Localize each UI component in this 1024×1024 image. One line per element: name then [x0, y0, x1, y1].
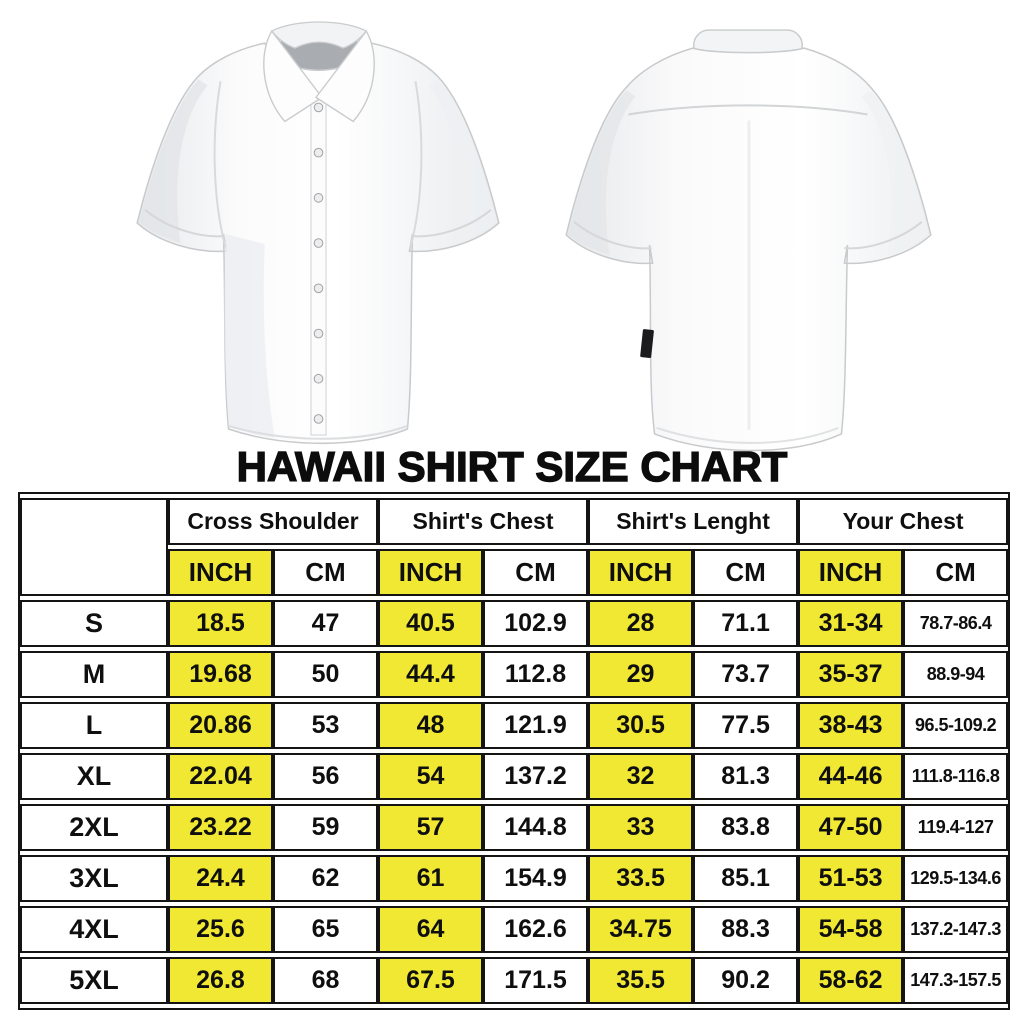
table-cell: 35-37	[798, 651, 903, 698]
table-cell: 48	[378, 702, 483, 749]
unit-header-cm: CM	[693, 549, 798, 596]
table-cell: 147.3-157.5	[903, 957, 1008, 1004]
shirt-front-image	[112, 2, 524, 446]
table-cell: 85.1	[693, 855, 798, 902]
table-cell: 38-43	[798, 702, 903, 749]
table-cell: 33.5	[588, 855, 693, 902]
table-cell: 121.9	[483, 702, 588, 749]
shirt-back-image	[540, 14, 956, 456]
table-cell: 68	[273, 957, 378, 1004]
table-cell: 129.5-134.6	[903, 855, 1008, 902]
table-cell: 29	[588, 651, 693, 698]
table-cell: 59	[273, 804, 378, 851]
table-cell: 51-53	[798, 855, 903, 902]
table-row-3xl	[20, 855, 1008, 902]
chart-title: HAWAII SHIRT SIZE CHART	[236, 443, 788, 490]
table-cell: 30.5	[588, 702, 693, 749]
table-cell: 144.8	[483, 804, 588, 851]
unit-header-cm: CM	[483, 549, 588, 596]
table-cell: 31-34	[798, 600, 903, 647]
table-cell: 96.5-109.2	[903, 702, 1008, 749]
table-cell: 61	[378, 855, 483, 902]
size-label: M	[20, 651, 168, 698]
unit-header-row	[20, 549, 1008, 596]
table-cell: 35.5	[588, 957, 693, 1004]
size-label: 4XL	[20, 906, 168, 953]
table-cell: 54-58	[798, 906, 903, 953]
size-chart-table	[18, 492, 1010, 1010]
table-cell: 44-46	[798, 753, 903, 800]
table-cell: 28	[588, 600, 693, 647]
button-placket	[311, 95, 326, 435]
unit-header-cm: CM	[273, 549, 378, 596]
table-cell: 65	[273, 906, 378, 953]
table-cell: 137.2	[483, 753, 588, 800]
table-row-m	[20, 651, 1008, 698]
product-photo-area	[0, 0, 1024, 446]
table-cell: 24.4	[168, 855, 273, 902]
group-header-shirts-chest: Shirt's Chest	[378, 498, 588, 545]
unit-header-inch: INCH	[168, 549, 273, 596]
table-cell: 22.04	[168, 753, 273, 800]
table-cell: 83.8	[693, 804, 798, 851]
size-label: XL	[20, 753, 168, 800]
table-cell: 50	[273, 651, 378, 698]
table-cell: 56	[273, 753, 378, 800]
table-row-l	[20, 702, 1008, 749]
group-header-row	[20, 498, 1008, 545]
table-cell: 78.7-86.4	[903, 600, 1008, 647]
unit-header-inch: INCH	[378, 549, 483, 596]
group-header-your-chest: Your Chest	[798, 498, 1008, 545]
table-cell: 154.9	[483, 855, 588, 902]
table-row-4xl	[20, 906, 1008, 953]
table-cell: 67.5	[378, 957, 483, 1004]
table-cell: 137.2-147.3	[903, 906, 1008, 953]
table-cell: 19.68	[168, 651, 273, 698]
table-cell: 34.75	[588, 906, 693, 953]
corner-cell	[20, 498, 168, 596]
table-cell: 81.3	[693, 753, 798, 800]
table-cell: 57	[378, 804, 483, 851]
size-label: 3XL	[20, 855, 168, 902]
table-cell: 47-50	[798, 804, 903, 851]
size-label: S	[20, 600, 168, 647]
table-cell: 54	[378, 753, 483, 800]
table-cell: 23.22	[168, 804, 273, 851]
table-cell: 47	[273, 600, 378, 647]
table-cell: 25.6	[168, 906, 273, 953]
table-cell: 171.5	[483, 957, 588, 1004]
unit-header-inch: INCH	[588, 549, 693, 596]
table-cell: 111.8-116.8	[903, 753, 1008, 800]
table-cell: 32	[588, 753, 693, 800]
table-row-xl	[20, 753, 1008, 800]
table-cell: 162.6	[483, 906, 588, 953]
table-cell: 40.5	[378, 600, 483, 647]
table-cell: 112.8	[483, 651, 588, 698]
table-row-2xl	[20, 804, 1008, 851]
table-cell: 44.4	[378, 651, 483, 698]
size-label: 5XL	[20, 957, 168, 1004]
table-row-5xl	[20, 957, 1008, 1004]
table-cell: 73.7	[693, 651, 798, 698]
table-cell: 71.1	[693, 600, 798, 647]
group-header-shirts-lenght: Shirt's Lenght	[588, 498, 798, 545]
size-label: L	[20, 702, 168, 749]
size-label: 2XL	[20, 804, 168, 851]
table-cell: 33	[588, 804, 693, 851]
table-cell: 53	[273, 702, 378, 749]
unit-header-inch: INCH	[798, 549, 903, 596]
table-cell: 119.4-127	[903, 804, 1008, 851]
table-cell: 20.86	[168, 702, 273, 749]
table-cell: 77.5	[693, 702, 798, 749]
table-cell: 26.8	[168, 957, 273, 1004]
unit-header-cm: CM	[903, 549, 1008, 596]
table-cell: 90.2	[693, 957, 798, 1004]
table-cell: 88.3	[693, 906, 798, 953]
table-cell: 58-62	[798, 957, 903, 1004]
table-cell: 88.9-94	[903, 651, 1008, 698]
table-row-s	[20, 600, 1008, 647]
table-cell: 64	[378, 906, 483, 953]
table-cell: 18.5	[168, 600, 273, 647]
table-cell: 62	[273, 855, 378, 902]
group-header-cross-shoulder: Cross Shoulder	[168, 498, 378, 545]
table-cell: 102.9	[483, 600, 588, 647]
